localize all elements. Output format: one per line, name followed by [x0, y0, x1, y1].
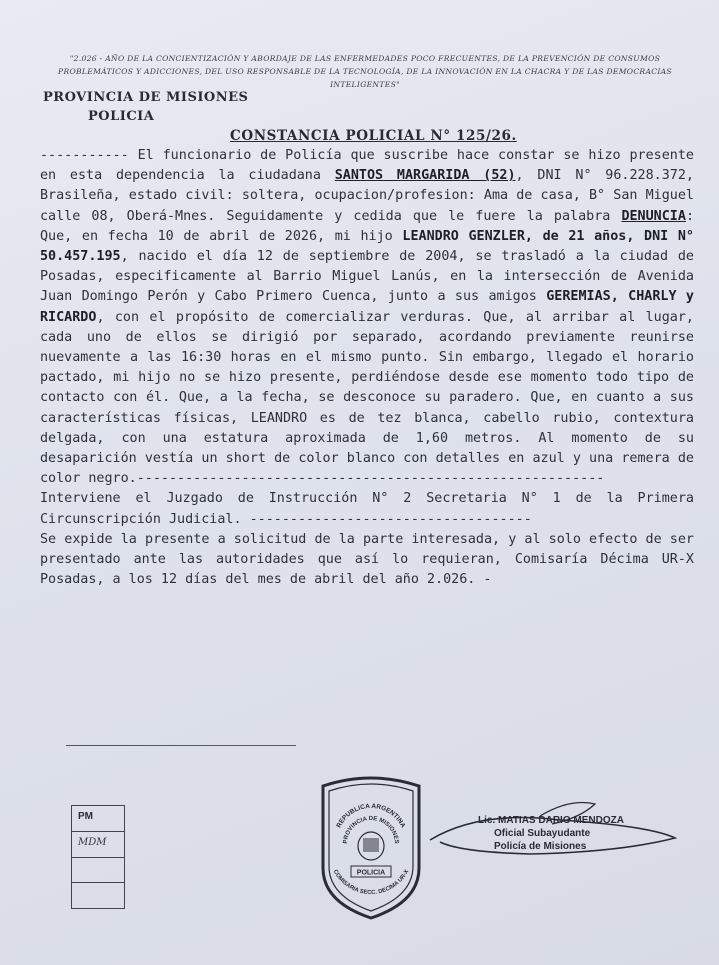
- signature-line: [66, 745, 296, 746]
- body-details: , DNI N° 96.228.372, Brasileña, estado civil: soltera, ocupacion/profesion: Ama de casa, B° San Miguel calle 08, Oberá-Mnes. Seguidamente y cedida que le fuere la palabra: [40, 168, 694, 224]
- police-stamp: [315, 772, 427, 922]
- signatory-org: Policía de Misiones: [494, 841, 587, 852]
- stamp-mid-text: PROVINCIA DE MISIONES: [342, 815, 400, 844]
- document-title: CONSTANCIA POLICIAL N° 125/26.: [230, 128, 517, 144]
- province-heading: PROVINCIA DE MISIONES: [43, 90, 249, 105]
- friends-names: GEREMIAS, CHARLY y RICARDO: [40, 289, 694, 325]
- stamp-bottom-text: COMISARIA SECC. DECIMA UR-X: [331, 868, 411, 897]
- stamp-top-text: REPUBLICA ARGENTINA: [335, 802, 407, 830]
- pm-box: [71, 805, 125, 909]
- signature-block: [478, 814, 624, 853]
- pm-empty-cell: [72, 883, 124, 908]
- body-travel: , nacido el día 12 de septiembre de 2004, se trasladó a la ciudad de Posadas, especificamente al Barrio Miguel Lanús, en la intersección de Avenida Juan Domingo Perón y Cabo Primero Cuenca, junto a sus amigos: [40, 249, 694, 305]
- signatory-name: Lic. MATIAS DARIO MENDOZA: [478, 815, 624, 826]
- closing-paragraph: Se expide la presente a solicitud de la parte interesada, y al solo efecto de ser presentado ante las autoridades que así lo requieran, Comisaría Décima UR-X Posadas, a los 12 días del mes de abril del año 2.026. -: [40, 531, 694, 588]
- signatory-rank: Oficial Subayudante: [494, 828, 591, 839]
- police-heading: POLICIA: [88, 109, 155, 124]
- son-identity: LEANDRO GENZLER, de 21 años, DNI N° 50.457.195: [40, 228, 694, 265]
- court-paragraph: Interviene el Juzgado de Instrucción N° 2 Secretaria N° 1 de la Primera Circunscripción Judicial. -----------------------------------: [40, 491, 694, 527]
- pm-label: PM: [72, 806, 124, 832]
- pm-empty-cell: [72, 858, 124, 884]
- complainant-name: SANTOS MARGARIDA (52): [334, 168, 516, 184]
- denuncia-label: DENUNCIA: [621, 208, 686, 224]
- header-note: "2.026 - AÑO DE LA CONCIENTIZACIÓN Y ABORDAJE DE LAS ENFERMEDADES POCO FRECUENTES, DE LA PREVENCIÓN DE CONSUMOS PROBLEMÁTICOS Y ADICCIONES, DEL USO RESPONSABLE DE LA TECNOLOGÍA, DE LA INNOVACIÓN EN LA CHACRA Y DE LAS DEMOCRACIAS INTELIGENTES": [58, 54, 672, 89]
- stamp-center-text: POLICIA: [356, 869, 386, 877]
- pm-handwritten: MDM: [72, 832, 124, 858]
- body-description: , con el propósito de comercializar verduras. Que, al arribar al lugar, cada uno de ellos se dirigió por separado, acordando previamente reunirse nuevamente a las 16:30 horas en el mismo punto. Sin embargo, llegado el horario pactado, mi hijo no se hizo presente, perdiéndose desde ese momento todo tipo de contacto con él. Que, a la fecha, se desconoce su paradero. Que, en cuanto a sus características físicas, LEANDRO es de tez blanca, cabello rubio, contextura delgada, con una estatura aproximada de 1,60 metros. Al momento de su desaparición vestía un short de color blanco con detalles en azul y una remera de color negro.----------------------------------------------------------: [40, 309, 694, 487]
- body-date: : Que, en fecha 10 de abril de 2026, mi hijo: [40, 208, 694, 244]
- body-intro: ----------- El funcionario de Policía que suscribe hace constar se hizo presente en esta dependencia la ciudadana: [40, 148, 694, 184]
- document-body: [40, 146, 694, 590]
